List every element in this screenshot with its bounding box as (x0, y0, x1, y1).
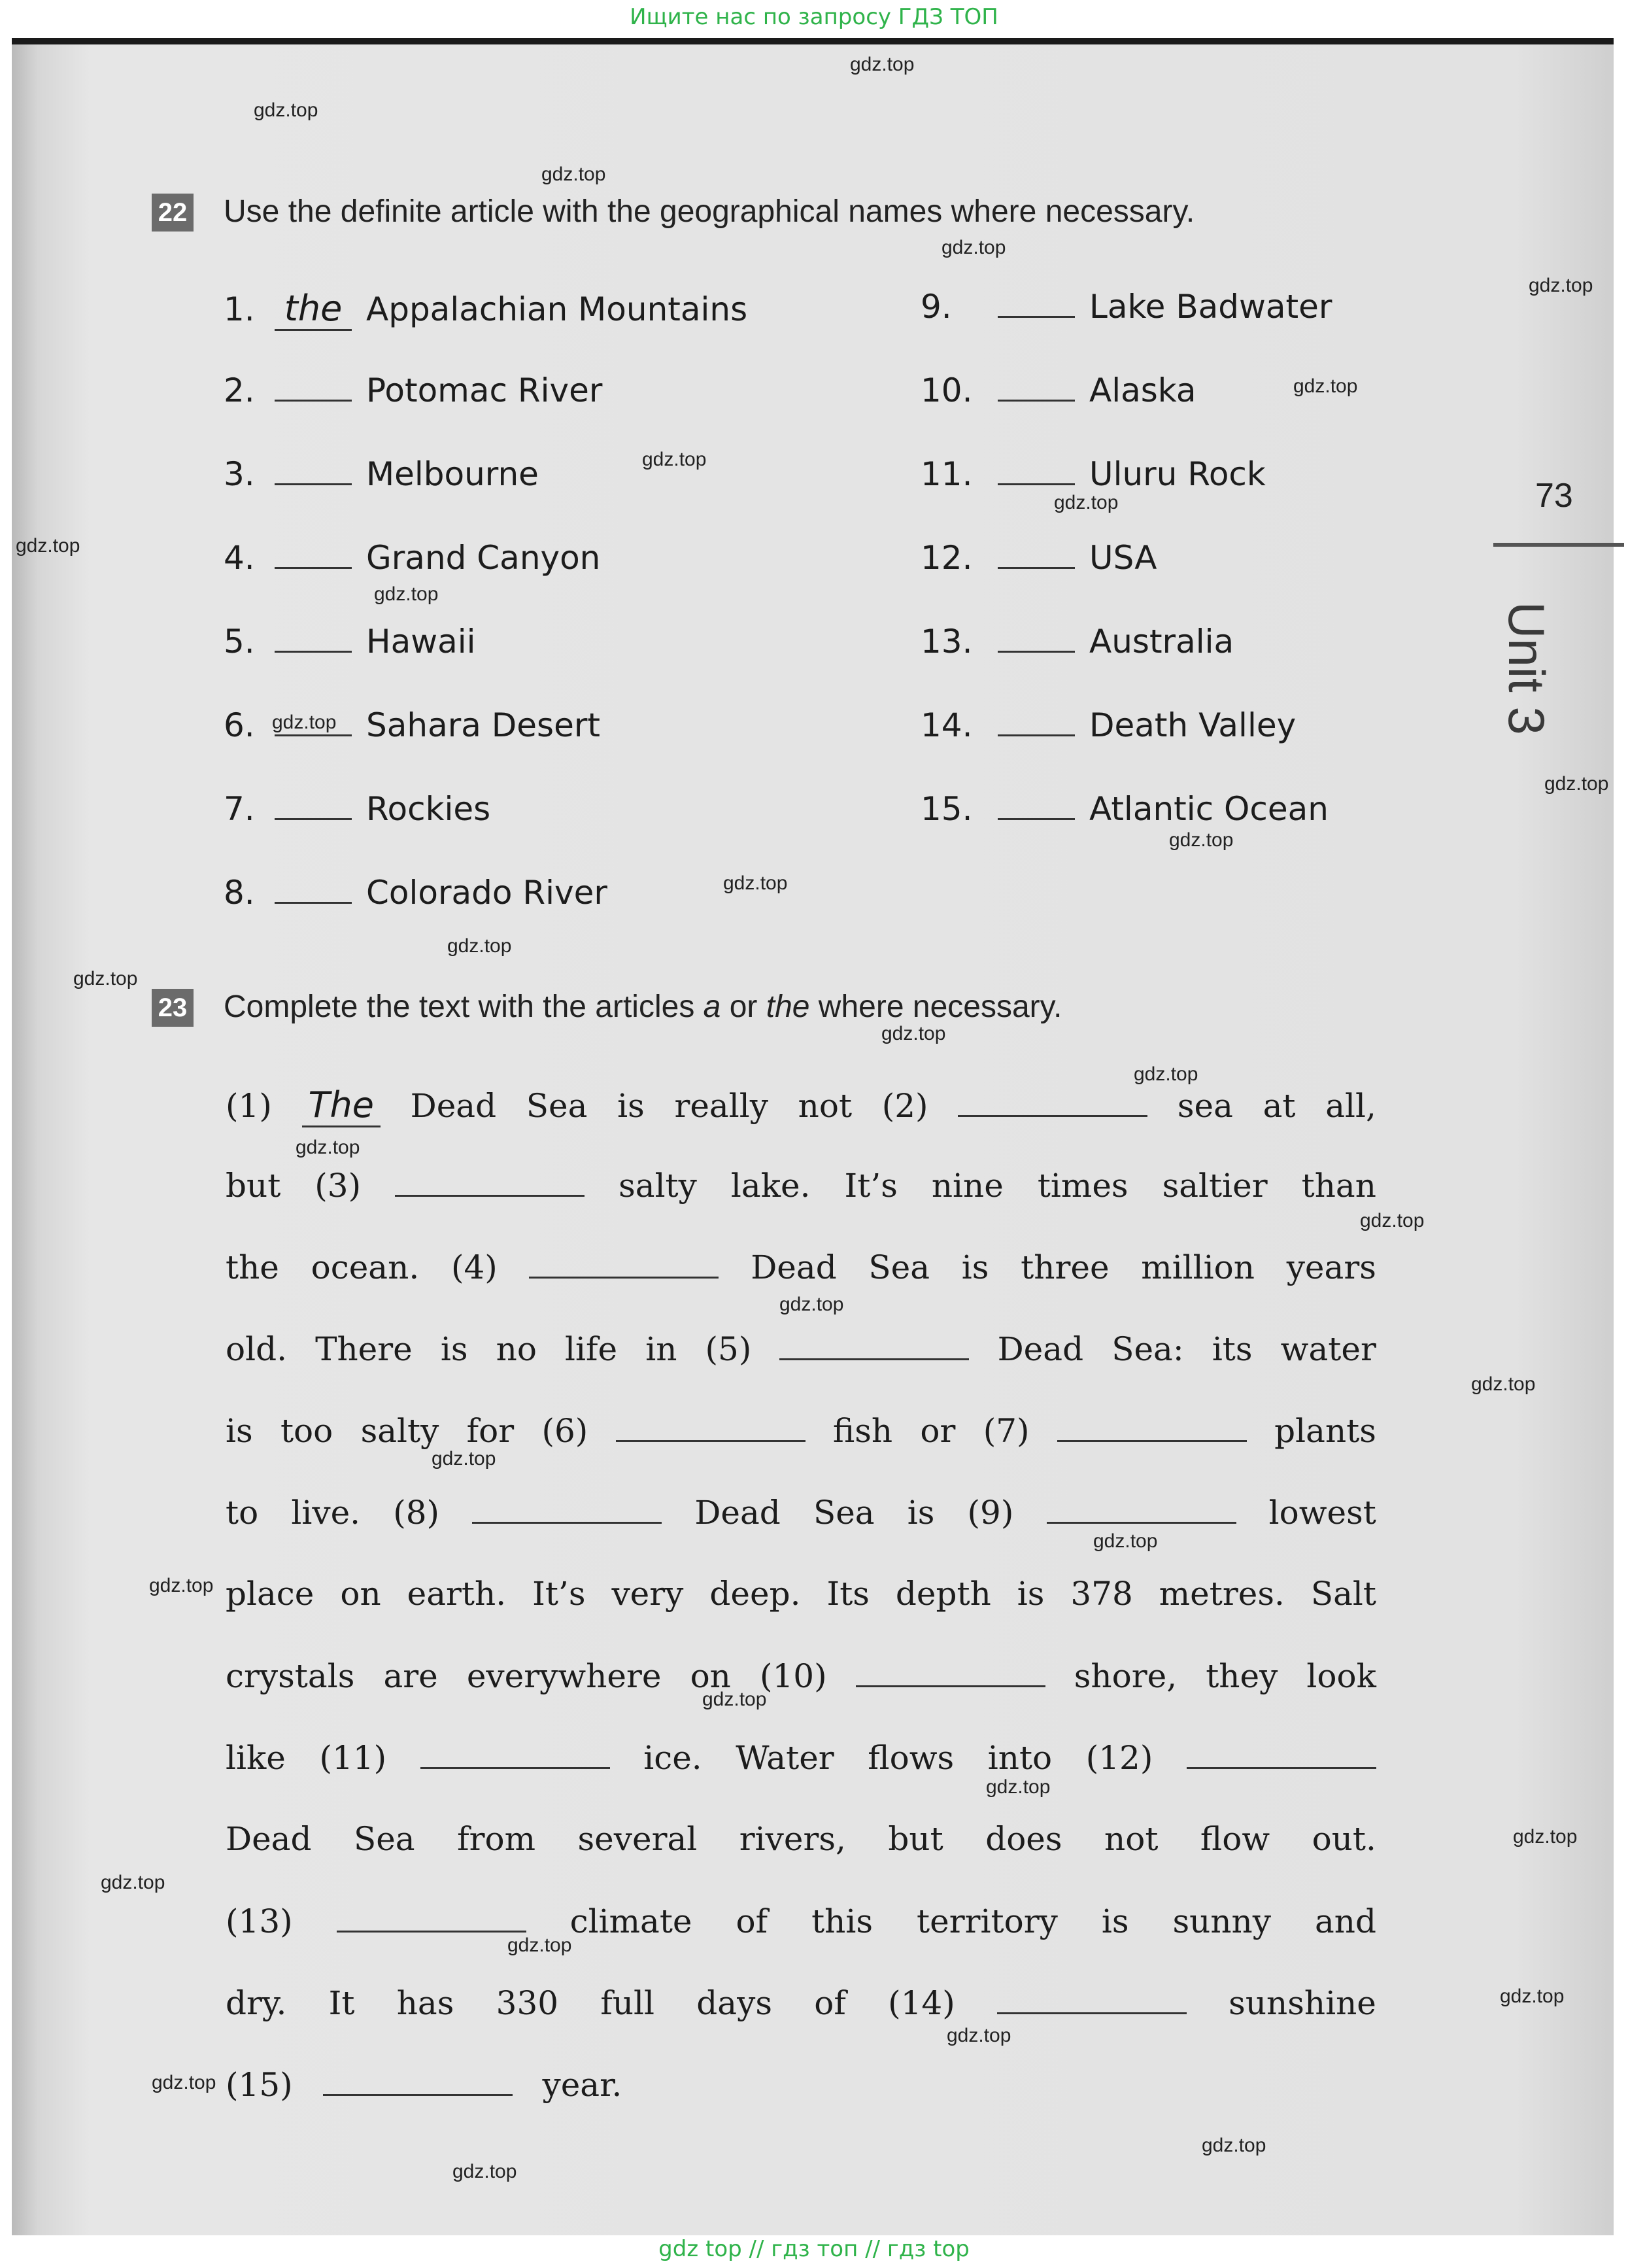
word: (11) (319, 1739, 387, 1777)
instruction-text: or (721, 989, 766, 1024)
word: is (617, 1087, 645, 1125)
item-number: 7. (224, 790, 255, 828)
word: salty (619, 1167, 697, 1205)
geographical-name: Melbourne (366, 455, 539, 493)
answer-blank[interactable] (323, 2065, 513, 2096)
watermark-text: gdz.top (541, 163, 606, 185)
answer-blank[interactable] (275, 288, 352, 331)
watermark-text: gdz.top (947, 2025, 1011, 2046)
word: in (645, 1330, 677, 1368)
instruction-text: where necessary. (809, 989, 1062, 1024)
word: its (1212, 1330, 1253, 1368)
word: old. (226, 1330, 287, 1368)
geographical-name: Colorado River (366, 874, 607, 912)
watermark-text: gdz.top (1134, 1063, 1198, 1085)
answer-blank[interactable] (998, 373, 1075, 402)
text-line (226, 1820, 1376, 1858)
instruction-text: Complete the text with the articles (224, 989, 704, 1024)
word: territory (917, 1902, 1058, 1940)
word: Sea (868, 1248, 930, 1286)
word: lake. (730, 1167, 811, 1205)
word: live. (291, 1494, 361, 1532)
word: place (226, 1575, 314, 1613)
watermark-text: gdz.top (452, 2161, 517, 2182)
unit-divider (1493, 543, 1624, 547)
text-line (226, 1902, 1376, 1940)
exercise-22-item (224, 371, 602, 409)
exercise-22-item (224, 790, 490, 828)
word: (9) (967, 1494, 1014, 1532)
watermark-text: gdz.top (272, 712, 337, 733)
answer-blank[interactable] (856, 1657, 1045, 1687)
item-number: 8. (224, 874, 255, 912)
exercise-22-item (224, 455, 539, 493)
word: on (690, 1657, 731, 1695)
word: does (985, 1820, 1062, 1858)
answer-blank[interactable] (420, 1738, 610, 1769)
word: salty (360, 1412, 439, 1450)
watermark-text: gdz.top (447, 935, 512, 957)
watermark-text: gdz.top (723, 872, 788, 894)
word: dry. (226, 1984, 287, 2022)
answer-blank[interactable] (275, 457, 352, 485)
word: Its (826, 1575, 870, 1613)
word: Sea (526, 1087, 588, 1125)
word: is (440, 1330, 468, 1368)
word: saltier (1162, 1167, 1268, 1205)
word: (15) (226, 2066, 293, 2104)
word: but (888, 1820, 943, 1858)
watermark-text: gdz.top (1500, 1985, 1565, 2007)
answer-blank[interactable] (1187, 1738, 1376, 1769)
watermark-text: gdz.top (642, 449, 707, 470)
geographical-name: Potomac River (366, 371, 603, 409)
word: they (1206, 1657, 1278, 1695)
geographical-name: Death Valley (1089, 706, 1297, 744)
answer-blank[interactable] (395, 1166, 585, 1197)
word: Sea (353, 1820, 415, 1858)
watermark-text: gdz.top (1360, 1210, 1425, 1231)
word: the (226, 1248, 279, 1286)
word: Salt (1310, 1575, 1377, 1613)
word: year. (542, 2066, 622, 2104)
geographical-name: Alaska (1089, 371, 1196, 409)
word: not (1104, 1820, 1159, 1858)
item-number: 11. (921, 455, 973, 493)
text-line (226, 1166, 1376, 1205)
geographical-name: Atlantic Ocean (1089, 790, 1329, 828)
word: Water (736, 1739, 834, 1777)
watermark-text: gdz.top (296, 1137, 360, 1158)
word: It (328, 1984, 355, 2022)
word: deep. (709, 1575, 801, 1613)
word: It’s (532, 1575, 586, 1613)
item-number: 5. (224, 623, 255, 661)
exercise-22-item (921, 455, 1266, 493)
text-line (226, 1657, 1376, 1695)
word: sea (1177, 1087, 1233, 1125)
watermark-text: gdz.top (432, 1448, 496, 1469)
word: Dead (226, 1820, 312, 1858)
word: earth. (407, 1575, 507, 1613)
watermark-text: gdz.top (16, 535, 80, 557)
item-number: 10. (921, 371, 973, 409)
geographical-name: USA (1089, 539, 1157, 577)
word: water (1280, 1330, 1376, 1368)
answer-blank[interactable] (998, 541, 1075, 569)
word: but (226, 1167, 281, 1205)
word: too (280, 1412, 333, 1450)
word: years (1286, 1248, 1376, 1286)
word: really (674, 1087, 768, 1125)
exercise-22-item (921, 790, 1329, 828)
watermark-text: gdz.top (1202, 2135, 1266, 2156)
word: three (1021, 1248, 1110, 1286)
text-line (226, 1411, 1376, 1450)
geographical-name: Sahara Desert (366, 706, 601, 744)
word: (12) (1085, 1739, 1153, 1777)
word: ice. (643, 1739, 702, 1777)
watermark-text: gdz.top (254, 99, 318, 121)
watermark-text: gdz.top (1544, 773, 1609, 795)
answer-blank[interactable] (998, 708, 1075, 736)
answer-blank[interactable] (1057, 1411, 1247, 1442)
text-line (226, 1493, 1376, 1532)
word: plants (1274, 1412, 1376, 1450)
exercise-22-item (921, 371, 1196, 409)
text-line (226, 1738, 1376, 1777)
item-number: 9. (921, 288, 952, 326)
word: (4) (450, 1248, 498, 1286)
word: is (226, 1412, 253, 1450)
item-number: 3. (224, 455, 255, 493)
item-number: 15. (921, 790, 973, 828)
watermark-text: gdz.top (374, 583, 439, 605)
word: sunny (1172, 1902, 1271, 1940)
word: nine (931, 1167, 1004, 1205)
word: climate (569, 1902, 692, 1940)
word: and (1314, 1902, 1376, 1940)
exercise-22-item (224, 539, 600, 577)
text-line (226, 1330, 1376, 1368)
text-line (226, 1084, 1376, 1127)
word: There (315, 1330, 413, 1368)
word: (10) (759, 1657, 827, 1695)
watermark-text: gdz.top (881, 1023, 946, 1044)
item-number: 14. (921, 706, 973, 744)
word: Dead (751, 1248, 837, 1286)
word: days (696, 1984, 772, 2022)
text-line (226, 2065, 1376, 2104)
word: sunshine (1229, 1984, 1376, 2022)
word: (1) (226, 1087, 272, 1125)
word: full (600, 1984, 655, 2022)
word: (8) (393, 1494, 440, 1532)
word: is (1017, 1575, 1045, 1613)
watermark-text: gdz.top (779, 1294, 844, 1315)
text-line (226, 1248, 1376, 1286)
word: all, (1325, 1087, 1376, 1125)
word: lowest (1268, 1494, 1376, 1532)
instruction-article-the: the (766, 989, 810, 1024)
word: flow (1200, 1820, 1270, 1858)
item-number: 1. (224, 290, 255, 328)
word: into (987, 1739, 1053, 1777)
word: like (226, 1739, 286, 1777)
answer-blank[interactable] (958, 1086, 1147, 1117)
watermark-text: gdz.top (73, 968, 138, 989)
word: everywhere (466, 1657, 662, 1695)
word: (2) (881, 1087, 928, 1125)
exercise-22-number: 22 (152, 194, 194, 232)
item-number: 12. (921, 539, 973, 577)
word: of (814, 1984, 846, 2022)
answer-blank[interactable] (998, 290, 1075, 318)
word: or (920, 1412, 956, 1450)
answer-blank[interactable] (779, 1330, 969, 1360)
watermark-text: gdz.top (507, 1934, 572, 1956)
word: look (1306, 1657, 1376, 1695)
exercise-23-number: 23 (152, 989, 194, 1027)
answer-blank[interactable] (998, 792, 1075, 820)
exercise-22-item (224, 288, 747, 331)
answer-blank[interactable] (275, 876, 352, 904)
geographical-name: Grand Canyon (366, 539, 601, 577)
word: (6) (541, 1412, 588, 1450)
word: very (611, 1575, 684, 1613)
watermark-text: gdz.top (1169, 829, 1234, 851)
watermark-text: gdz.top (986, 1776, 1051, 1798)
exercise-22-item (921, 706, 1296, 744)
answer-blank[interactable] (275, 541, 352, 569)
word: Sea (813, 1494, 875, 1532)
top-banner[interactable]: Ищите нас по запросу ГДЗ ТОП (630, 4, 998, 30)
word: than (1301, 1167, 1376, 1205)
answer-text: the (284, 288, 343, 329)
word: Dead (997, 1330, 1084, 1368)
watermark-text: gdz.top (702, 1689, 767, 1710)
word: million (1141, 1248, 1255, 1286)
answer-blank[interactable] (275, 625, 352, 653)
page-number: 73 (1535, 477, 1573, 515)
exercise-23-instruction (224, 989, 1062, 1025)
word: crystals (226, 1657, 355, 1695)
exercise-22-item (921, 288, 1332, 326)
word: life (565, 1330, 618, 1368)
instruction-article-a: a (703, 989, 721, 1024)
watermark-text: gdz.top (941, 237, 1006, 258)
word: is (961, 1248, 989, 1286)
answer-blank[interactable] (275, 373, 352, 402)
word: for (466, 1412, 515, 1450)
word: depth (895, 1575, 991, 1613)
watermark-text: gdz.top (1293, 375, 1358, 397)
word: (5) (705, 1330, 752, 1368)
word: shore, (1074, 1657, 1178, 1695)
word: (13) (226, 1902, 293, 1940)
answer-blank[interactable] (337, 1902, 526, 1933)
word: Dead (410, 1087, 497, 1125)
word: rivers, (739, 1820, 846, 1858)
word: Sea: (1111, 1330, 1184, 1368)
item-number: 2. (224, 371, 255, 409)
word: (14) (888, 1984, 955, 2022)
answer-blank[interactable] (529, 1248, 719, 1279)
text-line (226, 1575, 1376, 1613)
unit-label: Unit 3 (1498, 602, 1555, 735)
watermark-text: gdz.top (1529, 275, 1593, 296)
example-answer: The (302, 1084, 381, 1127)
word: times (1037, 1167, 1128, 1205)
word: no (496, 1330, 537, 1368)
watermark-text: gdz.top (1513, 1826, 1578, 1847)
bottom-banner[interactable]: gdz top // гдз топ // гдз top (658, 2236, 970, 2262)
word: (3) (314, 1167, 362, 1205)
word: has (396, 1984, 454, 2022)
geographical-name: Appalachian Mountains (366, 290, 748, 328)
exercise-22-item (224, 623, 476, 661)
word: of (736, 1902, 768, 1940)
answer-blank[interactable] (275, 792, 352, 820)
word: Dead (694, 1494, 781, 1532)
answer-blank[interactable] (1047, 1493, 1236, 1524)
word: is (1101, 1902, 1129, 1940)
exercise-22-instruction: Use the definite article with the geographical names where necessary. (224, 194, 1195, 229)
exercise-22-item (921, 539, 1157, 577)
word: this (811, 1902, 873, 1940)
item-number: 6. (224, 706, 255, 744)
geographical-name: Australia (1089, 623, 1234, 661)
exercise-22-item (224, 874, 607, 912)
word: metres. (1159, 1575, 1285, 1613)
word: (7) (983, 1412, 1030, 1450)
watermark-text: gdz.top (149, 1575, 214, 1596)
word: not (798, 1087, 853, 1125)
watermark-text: gdz.top (1093, 1530, 1158, 1552)
word: 378 (1070, 1575, 1133, 1613)
geographical-name: Hawaii (366, 623, 476, 661)
word: flows (868, 1739, 955, 1777)
word: to (226, 1494, 259, 1532)
text-line (226, 1984, 1376, 2022)
word: out. (1312, 1820, 1376, 1858)
geographical-name: Rockies (366, 790, 491, 828)
answer-blank[interactable] (998, 625, 1075, 653)
exercise-22-item (921, 623, 1234, 661)
item-number: 4. (224, 539, 255, 577)
answer-blank[interactable] (616, 1411, 806, 1442)
answer-blank[interactable] (472, 1493, 662, 1524)
item-number: 13. (921, 623, 973, 661)
answer-blank[interactable] (998, 457, 1075, 485)
word: at (1263, 1087, 1296, 1125)
word: on (340, 1575, 381, 1613)
watermark-text: gdz.top (101, 1872, 165, 1893)
word: are (383, 1657, 438, 1695)
watermark-text: gdz.top (1471, 1373, 1536, 1395)
word: fish (832, 1412, 893, 1450)
watermark-text: gdz.top (152, 2072, 216, 2093)
geographical-name: Uluru Rock (1089, 455, 1266, 493)
word: ocean. (311, 1248, 420, 1286)
word: 330 (496, 1984, 559, 2022)
answer-blank[interactable] (997, 1984, 1187, 2014)
watermark-text: gdz.top (850, 54, 915, 75)
watermark-text: gdz.top (1054, 492, 1119, 513)
word: from (457, 1820, 536, 1858)
geographical-name: Lake Badwater (1089, 288, 1332, 326)
word: It’s (844, 1167, 898, 1205)
word: several (577, 1820, 698, 1858)
word: is (907, 1494, 935, 1532)
